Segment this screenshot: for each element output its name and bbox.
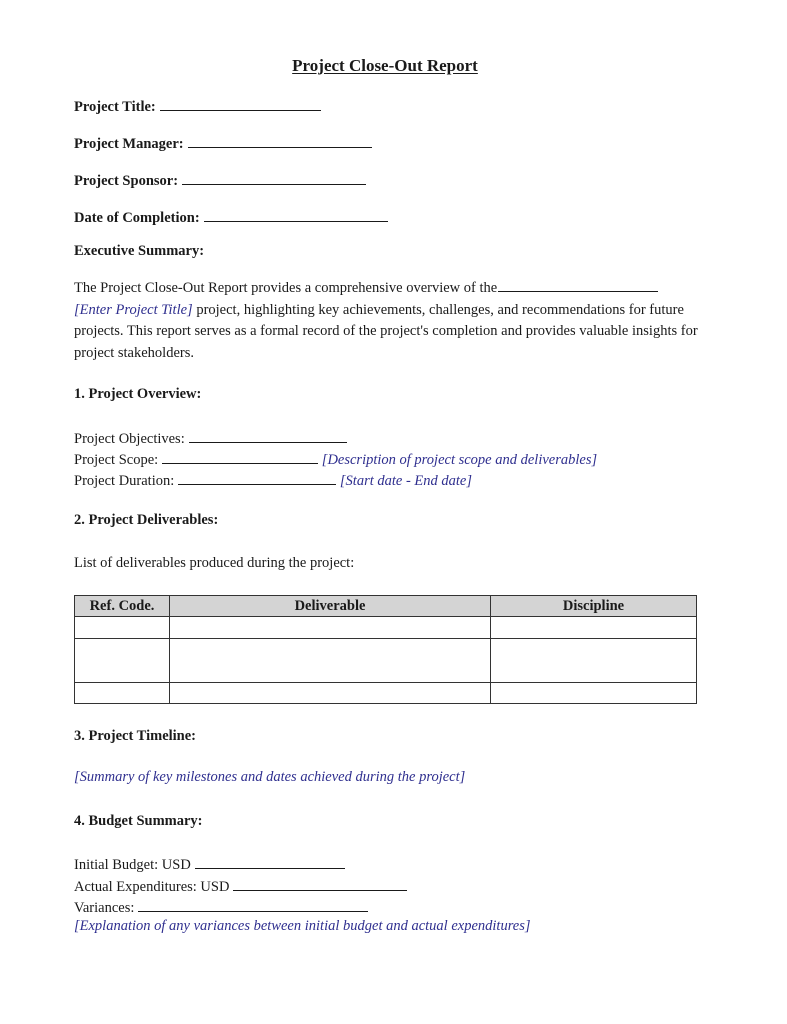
table-row — [75, 639, 697, 683]
column-header-ref-code: Ref. Code. — [75, 596, 170, 617]
project-scope-placeholder: [Description of project scope and deliverables] — [321, 452, 598, 468]
project-objectives-blank[interactable] — [189, 428, 347, 443]
executive-summary-paragraph — [74, 278, 704, 364]
table-header-row — [75, 596, 697, 617]
ref-code-cell[interactable] — [75, 639, 170, 683]
ref-code-cell[interactable] — [75, 683, 170, 704]
deliverables-intro: List of deliverables produced during the project: — [74, 555, 355, 571]
project-manager-blank[interactable] — [188, 133, 372, 148]
project-scope-label: Project Scope: — [74, 452, 159, 468]
ref-code-cell[interactable] — [75, 617, 170, 639]
column-header-deliverable: Deliverable — [170, 596, 491, 617]
variances-blank[interactable] — [138, 897, 368, 912]
initial-budget-blank[interactable] — [195, 854, 345, 869]
variances-placeholder: [Explanation of any variances between initial budget and actual expenditures] — [74, 918, 531, 934]
executive-summary-blank[interactable] — [498, 279, 658, 292]
project-sponsor-field — [74, 170, 366, 190]
project-title-label: Project Title: — [74, 99, 156, 115]
date-of-completion-field — [74, 207, 388, 227]
project-duration-blank[interactable] — [178, 470, 336, 485]
project-sponsor-blank[interactable] — [182, 170, 366, 185]
project-sponsor-label: Project Sponsor: — [74, 173, 179, 189]
executive-summary-text-1: The Project Close-Out Report provides a comprehensive overview of the — [74, 280, 498, 296]
actual-expenditures-label: Actual Expenditures: USD — [74, 879, 230, 895]
project-title-field — [74, 96, 321, 116]
budget-summary-heading: 4. Budget Summary: — [74, 813, 203, 829]
date-of-completion-label: Date of Completion: — [74, 210, 200, 226]
project-deliverables-heading: 2. Project Deliverables: — [74, 512, 219, 528]
actual-expenditures-blank[interactable] — [233, 876, 407, 891]
timeline-placeholder: [Summary of key milestones and dates achieved during the project] — [74, 769, 466, 785]
project-manager-label: Project Manager: — [74, 136, 184, 152]
project-scope-blank[interactable] — [162, 449, 318, 464]
executive-summary-text-2: project, highlighting key achievements, challenges, and recommendations for future projects. This report serves as a formal record of the project's completion and provides valuable insights for project stakeholders. — [74, 301, 698, 361]
actual-expenditures-line — [74, 876, 407, 896]
project-scope-line — [74, 449, 597, 469]
project-timeline-heading: 3. Project Timeline: — [74, 728, 197, 744]
table-row — [75, 683, 697, 704]
project-duration-line — [74, 470, 472, 490]
project-manager-field — [74, 133, 372, 153]
discipline-cell[interactable] — [491, 639, 697, 683]
project-title-placeholder: [Enter Project Title] — [74, 301, 193, 318]
column-header-discipline: Discipline — [491, 596, 697, 617]
project-objectives-label: Project Objectives: — [74, 431, 185, 447]
table-row — [75, 617, 697, 639]
deliverables-table — [74, 595, 697, 704]
deliverable-cell[interactable] — [170, 639, 491, 683]
project-overview-heading: 1. Project Overview: — [74, 386, 202, 402]
initial-budget-line — [74, 854, 345, 874]
document-title: Project Close-Out Report — [292, 56, 478, 75]
project-duration-label: Project Duration: — [74, 473, 175, 489]
discipline-cell[interactable] — [491, 683, 697, 704]
project-duration-placeholder: [Start date - End date] — [339, 473, 473, 489]
variances-label: Variances: — [74, 900, 135, 916]
discipline-cell[interactable] — [491, 617, 697, 639]
executive-summary-heading: Executive Summary: — [74, 243, 205, 259]
project-objectives-line — [74, 428, 347, 448]
project-title-blank[interactable] — [160, 96, 321, 111]
variances-line — [74, 897, 368, 917]
deliverable-cell[interactable] — [170, 617, 491, 639]
date-of-completion-blank[interactable] — [204, 207, 388, 222]
initial-budget-label: Initial Budget: USD — [74, 857, 191, 873]
deliverable-cell[interactable] — [170, 683, 491, 704]
